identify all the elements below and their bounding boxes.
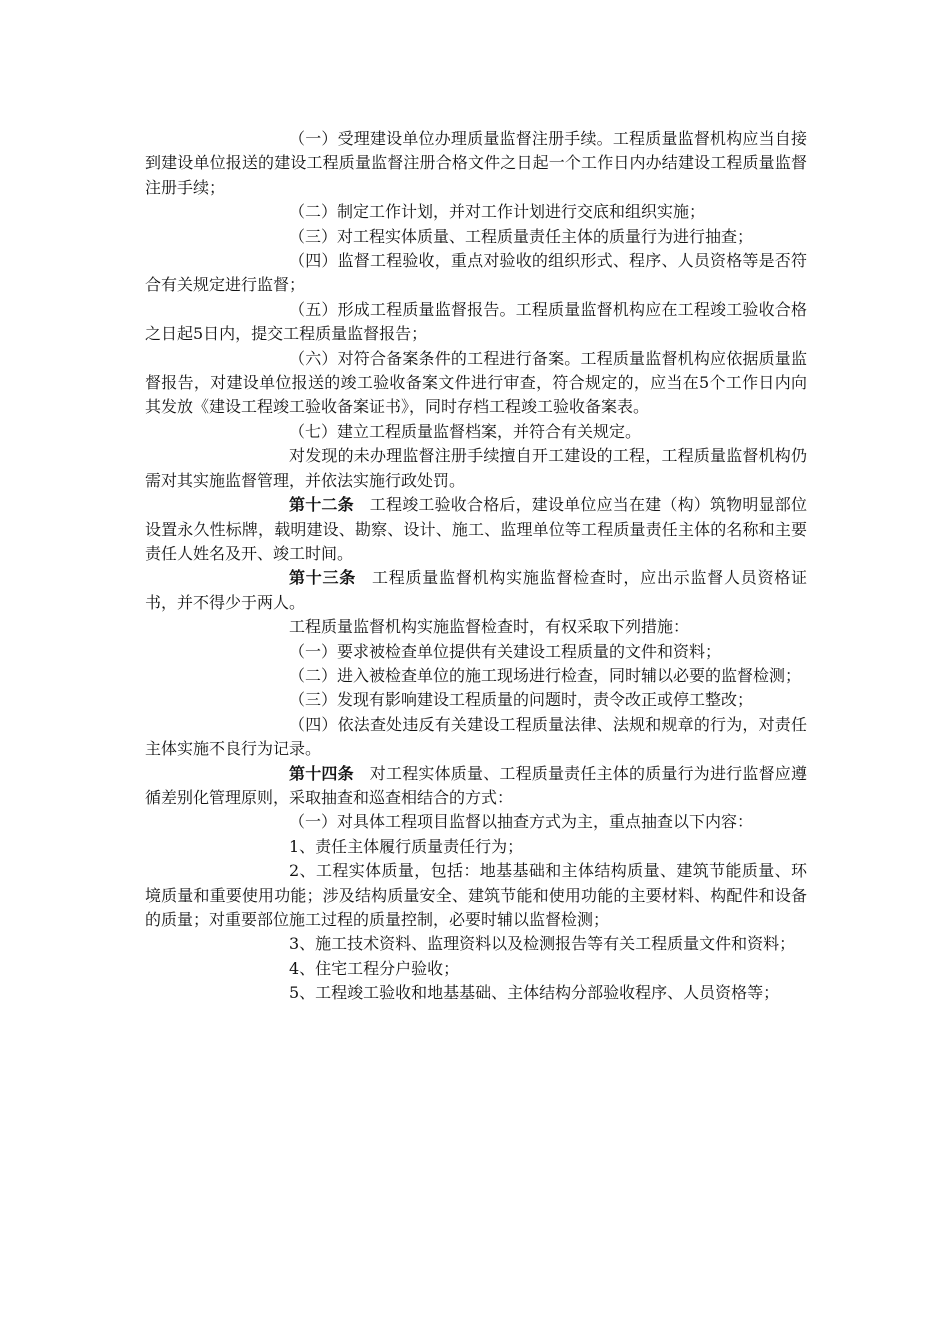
paragraph-22: 5、工程竣工验收和地基基础、主体结构分部验收程序、人员资格等； [289, 983, 780, 1003]
article-13: 第十三条 工程质量监督机构实施监督检查时，应出示监督人员资格证书，并不得少于两人。 [145, 568, 807, 612]
paragraph-18: 1、责任主体履行质量责任行为； [289, 836, 524, 856]
paragraph-15: （四）依法查处违反有关建设工程质量法律、法规和规章的行为，对责任主体实施不良行为记录。 [145, 714, 807, 759]
paragraph-7: （七）建立工程质量监督档案，并符合有关规定。 [289, 421, 642, 441]
article-number: 第十四条 [289, 763, 354, 783]
paragraph-3: （三）对工程实体质量、工程质量责任主体的质量行为进行抽查； [289, 226, 754, 246]
paragraph-13: （二）进入被检查单位的施工现场进行检查，同时辅以必要的监督检测； [289, 665, 802, 685]
paragraph-6: （六）对符合备案条件的工程进行备案。工程质量监督机构应依据质量监督报告，对建设单位报送的竣工验收备案文件进行审查，符合规定的，应当在5个工作日内向其发放《建设工程竣工验收备案证书》，同时存档工程竣工验收备案表。 [145, 348, 807, 417]
paragraph-20: 3、施工技术资料、监理资料以及检测报告等有关工程质量文件和资料； [289, 934, 796, 954]
article-number: 第十二条 [289, 495, 354, 515]
document-body [145, 127, 807, 1006]
paragraph-21: 4、住宅工程分户验收； [289, 958, 460, 978]
article-12: 第十二条 工程竣工验收合格后，建设单位应当在建（构）筑物明显部位设置永久性标牌，载明建设、勘察、设计、施工、监理单位等工程质量责任主体的名称和主要责任人姓名及开、竣工时间。 [145, 495, 807, 563]
paragraph-12: （一）要求被检查单位提供有关建设工程质量的文件和资料； [289, 641, 722, 661]
paragraph-5: （五）形成工程质量监督报告。工程质量监督机构应在工程竣工验收合格之日起5日内，提交工程质量监督报告； [145, 299, 807, 344]
paragraph-19: 2、工程实体质量，包括：地基基础和主体结构质量、建筑节能质量、环境质量和重要使用功能；涉及结构质量安全、建筑节能和使用功能的主要材料、构配件和设备的质量；对重要部位施工过程的质量控制，必要时辅以监督检测； [145, 861, 807, 929]
paragraph-8: 对发现的未办理监督注册手续擅自开工建设的工程，工程质量监督机构仍需对其实施监督管理，并依法实施行政处罚。 [145, 446, 807, 490]
paragraph-1: （一）受理建设单位办理质量监督注册手续。工程质量监督机构应当自接到建设单位报送的建设工程质量监督注册合格文件之日起一个工作日内办结建设工程质量监督注册手续； [145, 129, 807, 197]
paragraph-11: 工程质量监督机构实施监督检查时，有权采取下列措施： [289, 617, 690, 637]
paragraph-2: （二）制定工作计划，并对工作计划进行交底和组织实施； [289, 202, 706, 222]
article-14: 第十四条 对工程实体质量、工程质量责任主体的质量行为进行监督应遵循差别化管理原则，采取抽查和巡查相结合的方式： [145, 763, 807, 807]
paragraph-4: （四）监督工程验收，重点对验收的组织形式、程序、人员资格等是否符合有关规定进行监督； [145, 251, 807, 295]
paragraph-17: （一）对具体工程项目监督以抽查方式为主，重点抽查以下内容： [289, 812, 754, 832]
article-number: 第十三条 [289, 568, 357, 588]
paragraph-14: （三）发现有影响建设工程质量的问题时，责令改正或停工整改； [289, 690, 754, 710]
